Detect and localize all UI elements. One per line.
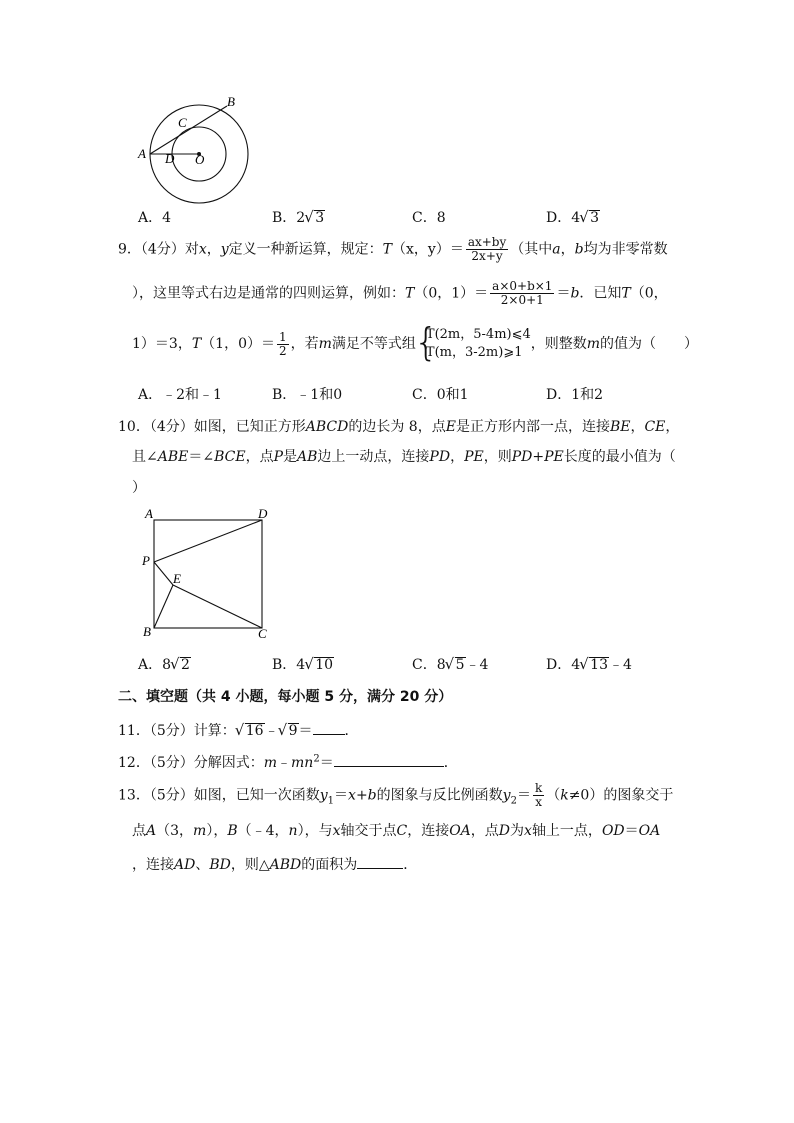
sqrt-symbol (580, 210, 600, 226)
q13-text: 点 (132, 823, 146, 839)
fig2-label-e: E (173, 571, 181, 586)
var-a: A (146, 823, 157, 839)
q13-text: ＝ (334, 787, 349, 804)
fraction-numerator: 1 (279, 329, 287, 344)
q8-option-b-radicand: 3 (315, 210, 325, 226)
question-number: 9． (118, 241, 141, 258)
question-score: （5分） (149, 755, 194, 771)
fraction-half (277, 331, 289, 358)
q9-text: ．已知 (579, 285, 622, 302)
var-pd: PD (429, 449, 451, 465)
q13-text: 轴上一点， (531, 823, 602, 839)
var-a: a (552, 241, 561, 258)
fraction-denominator: 2×0+1 (500, 293, 544, 307)
q13-text: （ (546, 787, 561, 804)
square-abcd (154, 520, 262, 628)
inequality-row-2: T(m，3-2m)⩾1 (425, 345, 523, 360)
q9-text: 均为非零常数 (583, 241, 668, 258)
fraction-denominator: x (535, 795, 542, 809)
q8-option-b-letter: B． (272, 210, 297, 226)
q13-text: ＝ (624, 823, 639, 839)
inequality-row-1: { T(2m，5-4m)⩽4 (425, 327, 531, 342)
q13-text: 轴交于点 (340, 823, 397, 839)
option-letter: D． (546, 657, 572, 673)
var-b: B (227, 823, 238, 839)
var-abd: ABD (269, 857, 302, 873)
q9-text: ， (560, 241, 575, 258)
var-bce: BCE (214, 449, 246, 465)
var-m: m (318, 336, 332, 352)
var-abe: ABE (157, 449, 189, 465)
fraction-denominator: 2 (279, 343, 287, 358)
answer-blank[interactable] (357, 854, 403, 869)
fraction-numerator: a×0+b×1 (492, 279, 553, 293)
q8-option-d-radicand: 3 (590, 210, 600, 226)
q13-text: 如图，已知一次函数 (193, 787, 320, 804)
q13-text: ，连接 (407, 823, 450, 839)
q9-line-3 (132, 326, 698, 362)
q13-text: 的面积为 (301, 857, 358, 873)
option-coef: 4 (296, 657, 306, 673)
var-d: D (498, 823, 511, 839)
fig2-label-a: A (145, 506, 153, 521)
segment-pe (154, 562, 173, 585)
option-radicand: 10 (315, 657, 334, 673)
segment-ce (173, 585, 262, 628)
q12-text: 分解因式： (193, 755, 264, 771)
option-coef: 4 (571, 657, 581, 673)
q10-text: ，点 (245, 449, 274, 465)
segment-be (154, 585, 173, 628)
q10-text: ，则 (483, 449, 512, 465)
q8-option-d (546, 207, 600, 227)
fig2-label-d: D (258, 506, 268, 521)
q9-text: 满足不等式组 (331, 336, 416, 352)
q10-text: 如图，已知正方形 (193, 419, 306, 435)
option-letter: A． (138, 387, 163, 403)
sqrt-symbol (305, 657, 334, 673)
q13-text: ）， (206, 823, 228, 839)
q8-option-c (412, 207, 446, 227)
var-mn: mn (291, 755, 314, 771)
q13-text: （3， (156, 823, 194, 839)
sqrt-symbol (580, 657, 609, 673)
q8-option-c-letter: C． (412, 210, 437, 226)
option-text: 0和1 (436, 387, 469, 403)
question-number: 10． (118, 419, 150, 435)
answer-blank[interactable] (334, 752, 444, 767)
q12-line (118, 752, 458, 772)
q10-text: 边上一动点，连接 (317, 449, 430, 465)
q9-text: ， (206, 241, 221, 258)
question-score: （5分） (149, 723, 194, 739)
q8-option-c-value: 8 (436, 210, 446, 226)
fraction-example (490, 280, 554, 307)
inequality-system (416, 326, 531, 362)
question-number: 11． (118, 723, 150, 739)
q8-option-a-value: 4 (162, 210, 172, 226)
q10-text: ， (450, 449, 465, 465)
q10-option-d (546, 654, 632, 674)
sqrt-symbol (236, 723, 265, 739)
var-od: OD (601, 823, 625, 839)
q10-text: 是正方形内部一点，连接 (455, 419, 610, 435)
q13-text: （﹣4， (237, 823, 289, 839)
fig1-label-a: A (138, 146, 146, 161)
q9-option-c (412, 384, 469, 404)
option-text: 1和2 (571, 387, 604, 403)
q8-option-d-coef: 4 (571, 210, 581, 226)
fraction-numerator: k (534, 781, 543, 795)
var-m: m (263, 755, 278, 771)
option-letter: D． (546, 387, 572, 403)
q11-text: ﹣ (264, 723, 279, 739)
q11-text: ＝ (298, 723, 313, 739)
exponent: 2 (313, 753, 320, 765)
q9-text: 1）＝3， (132, 336, 192, 352)
circle-figure (135, 90, 260, 205)
var-c: C (396, 823, 408, 839)
q13-text: 、 (195, 857, 210, 873)
fraction-numerator: ax+by (467, 235, 507, 249)
answer-blank[interactable] (313, 720, 345, 735)
q10-line-3 (132, 477, 146, 497)
option-letter: B． (272, 657, 297, 673)
var-x: x (332, 823, 341, 839)
square-figure (138, 502, 278, 642)
q10-text: 长度的最小值为（ (563, 449, 676, 465)
subscript: 1 (327, 795, 335, 807)
q10-line-2 (132, 446, 676, 466)
var-t: T (382, 241, 393, 258)
var-p: P (273, 449, 283, 465)
q13-text: ，点 (470, 823, 499, 839)
q13-text: 为 (510, 823, 525, 839)
q9-text: （0， (630, 285, 668, 302)
q13-text: ＝ (516, 787, 531, 804)
var-n: n (288, 823, 298, 839)
chord-ab (150, 106, 227, 154)
q9-text: ），这里等式右边是通常的四则运算，例如： (132, 285, 405, 302)
q9-text: ，若 (290, 336, 319, 352)
sqrt-symbol (171, 657, 191, 673)
option-coef: 8 (162, 657, 172, 673)
fraction-k-over-x (533, 782, 544, 809)
q10-option-b (272, 654, 334, 674)
var-bd: BD (209, 857, 231, 873)
q12-text: ＝ (319, 755, 334, 771)
fraction-definition (466, 236, 508, 263)
q10-text: 的边长为 8，点 (348, 419, 446, 435)
q9-text: ，则整数 (530, 336, 587, 352)
question-number: 12． (118, 755, 150, 771)
q11-line (118, 720, 359, 740)
option-suffix: ﹣4 (465, 657, 489, 673)
q9-text: （其中 (510, 241, 553, 258)
fig2-label-b: B (143, 624, 151, 639)
q13-text: ≠0）的图象交于 (568, 787, 674, 804)
q13-text: 的图象与反比例函数 (376, 787, 503, 804)
fig1-label-o: O (195, 152, 205, 167)
q10-text: ） (132, 480, 146, 496)
section-heading: 二、填空题（共 4 小题，每小题 5 分，满分 20 分） (118, 689, 453, 705)
q9-text: 定义一种新运算，规定： (228, 241, 383, 258)
q9-option-b (272, 384, 342, 404)
var-m: m (193, 823, 207, 839)
q10-text: ， (630, 419, 645, 435)
q10-option-a (138, 654, 191, 674)
option-suffix: ﹣4 (608, 657, 632, 673)
option-radicand: 2 (181, 657, 190, 673)
radicand-2: 9 (288, 723, 298, 739)
fig1-label-d: D (165, 151, 175, 166)
var-x: x (198, 241, 207, 258)
var-ad: AD (174, 857, 196, 873)
var-y2: y (502, 787, 511, 804)
var-k: k (560, 787, 569, 804)
q10-line-1 (118, 416, 679, 436)
q10-option-c (412, 654, 488, 674)
segment-pd (154, 520, 262, 562)
option-text: ﹣1和0 (296, 387, 343, 403)
q9-option-d (546, 384, 603, 404)
var-y: y (220, 241, 229, 258)
q9-text: 的值为（ ） (600, 336, 699, 352)
option-letter: A． (138, 657, 163, 673)
sqrt-symbol (305, 210, 325, 226)
q13-text: ，则△ (230, 857, 270, 873)
option-text: ﹣2和﹣1 (162, 387, 222, 403)
fig2-label-p: P (142, 553, 150, 568)
subscript: 2 (510, 795, 517, 807)
question-score: （4分） (140, 241, 185, 258)
q11-text: 计算： (193, 723, 236, 739)
option-letter: C． (412, 657, 437, 673)
var-oa: OA (638, 823, 661, 839)
q8-option-a-letter: A． (138, 210, 163, 226)
var-t: T (405, 285, 415, 302)
var-pe: PE (464, 449, 484, 465)
var-t: T (621, 285, 631, 302)
question-number: 13． (118, 787, 150, 804)
q8-option-d-letter: D． (546, 210, 572, 226)
q10-text: 是 (283, 449, 297, 465)
sqrt-symbol (279, 723, 299, 739)
q9-text: （0，1）＝ (414, 285, 489, 302)
q13-text: ，连接 (132, 857, 174, 873)
q9-text: （x，y）＝ (392, 241, 464, 258)
option-letter: C． (412, 387, 437, 403)
fraction-denominator: 2x+y (471, 249, 503, 263)
q9-text: 对 (184, 241, 199, 258)
var-b: b (574, 241, 584, 258)
q9-text: ＝ (556, 285, 571, 302)
var-x: x (524, 823, 532, 839)
q8-option-b (272, 207, 325, 227)
q10-text: ， (665, 419, 680, 435)
var-be: BE (609, 419, 631, 435)
var-y1: y (319, 787, 328, 804)
var-ce: CE (644, 419, 666, 435)
var-ab: AB (297, 449, 318, 465)
fig1-label-b: B (227, 94, 235, 109)
fig1-label-c: C (178, 115, 187, 130)
q13-line-2 (132, 820, 660, 840)
q12-text: ． (443, 755, 458, 771)
radicand-1: 16 (245, 723, 264, 739)
sqrt-symbol (446, 657, 466, 673)
q11-text: ． (344, 723, 359, 739)
option-radicand: 13 (590, 657, 608, 673)
q13-line-3 (132, 854, 417, 874)
q13-text: ． (403, 857, 418, 873)
q9-text: （1，0）＝ (201, 336, 275, 352)
q8-option-a (138, 207, 171, 227)
var-t: T (191, 336, 202, 352)
var-xb: x+b (348, 787, 377, 804)
var-m: m (586, 336, 601, 352)
q13-text: ），与 (297, 823, 333, 839)
q8-option-b-coef: 2 (296, 210, 306, 226)
var-e: E (445, 419, 456, 435)
fig2-label-c: C (258, 626, 267, 641)
question-score: （5分） (149, 787, 194, 804)
var-abcd: ABCD (305, 419, 349, 435)
var-pd-pe: PD+PE (511, 449, 564, 465)
option-coef: 8 (436, 657, 446, 673)
question-score: （4分） (149, 419, 194, 435)
q9-line-2 (132, 280, 668, 307)
q9-option-a (138, 384, 222, 404)
q9-line-1 (118, 236, 668, 263)
option-radicand: 5 (455, 657, 465, 673)
var-oa: OA (449, 823, 471, 839)
q10-text: 且∠ (132, 449, 158, 465)
q10-text: ＝∠ (188, 449, 215, 465)
q13-line-1 (118, 782, 673, 809)
var-b: b (570, 285, 580, 302)
q12-text: ﹣ (277, 755, 292, 771)
option-letter: B． (272, 387, 297, 403)
